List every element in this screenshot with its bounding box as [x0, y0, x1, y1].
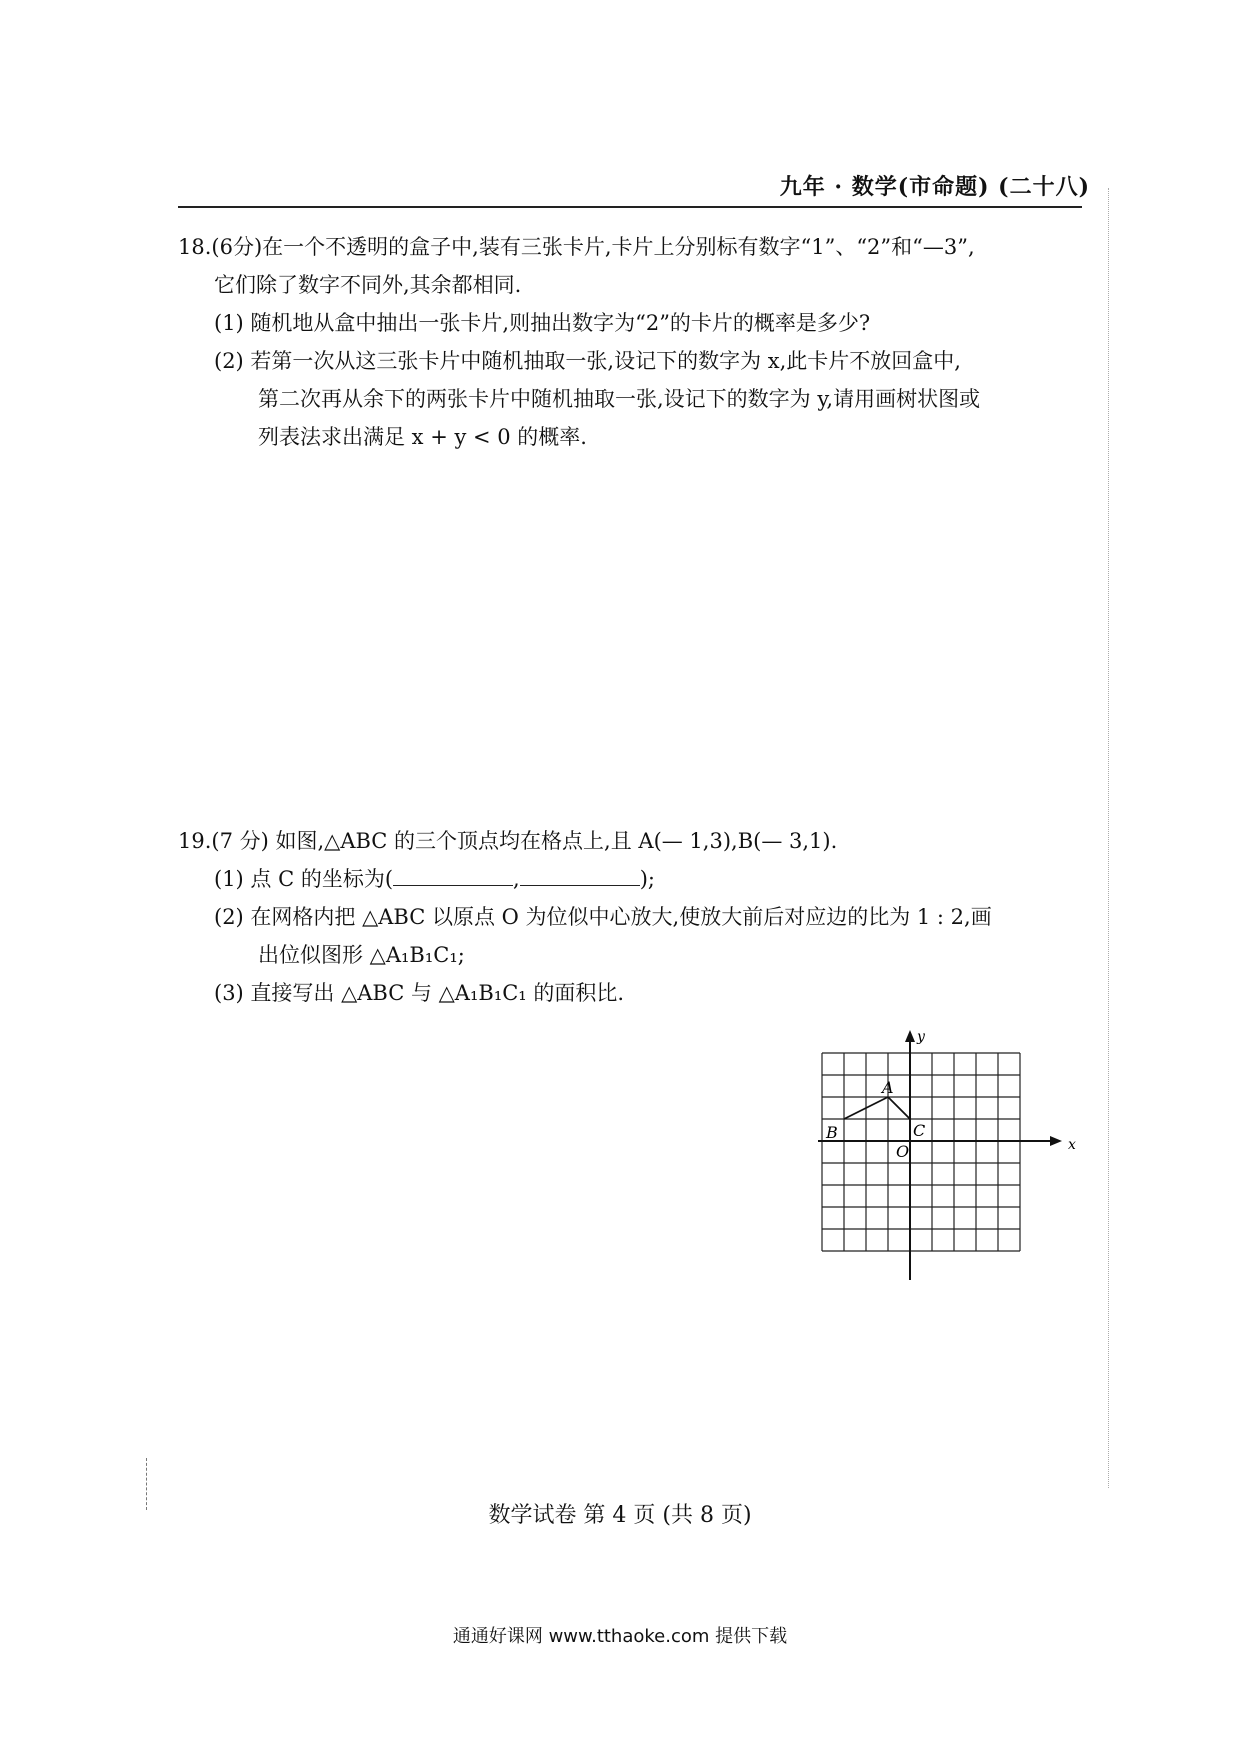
x-axis-arrow-icon [1050, 1136, 1062, 1146]
binding-line [1108, 188, 1109, 1488]
y-axis-label: y [917, 1030, 925, 1045]
q18-line-2: 它们除了数字不同外,其余都相同. [214, 273, 522, 297]
q19-part-1-sep: , [513, 867, 520, 891]
y-axis-arrow-icon [905, 1030, 915, 1042]
question-19 [178, 822, 1083, 1012]
q18-part-1: (1) 随机地从盒中抽出一张卡片,则抽出数字为“2”的卡片的概率是多少? [214, 311, 871, 335]
point-a-label: A [882, 1078, 894, 1097]
q19-part-3: (3) 直接写出 △ABC 与 △A₁B₁C₁ 的面积比. [214, 981, 625, 1005]
q19-part-1 [178, 860, 1083, 898]
answer-blank-x[interactable] [393, 865, 513, 886]
segment-ac [888, 1097, 910, 1119]
q19-line-1: 19.(7 分) 如图,△ABC 的三个顶点均在格点上,且 A(— 1,3),B(— 3,1). [178, 829, 838, 853]
q19-part-1-suffix: ); [639, 867, 656, 891]
q18-part-2-cont: 第二次再从余下的两张卡片中随机抽取一张,设记下的数字为 y,请用画树状图或 [258, 387, 981, 411]
q18-part-2-cont2: 列表法求出满足 x + y < 0 的概率. [258, 425, 587, 449]
point-c-label: C [913, 1121, 926, 1140]
answer-blank-y[interactable] [520, 865, 640, 886]
origin-label: O [896, 1142, 910, 1161]
q19-part-2: (2) 在网格内把 △ABC 以原点 O 为位似中心放大,使放大前后对应边的比为 1 : 2,画 [214, 905, 992, 929]
q19-part-1-prefix: (1) 点 C 的坐标为( [214, 867, 394, 891]
coordinate-grid-svg [810, 1030, 1080, 1280]
download-credit: 通通好课网 www.tthaoke.com 提供下载 [452, 1626, 788, 1647]
q19-part-2-cont: 出位似图形 △A₁B₁C₁; [258, 943, 465, 967]
q18-part-2: (2) 若第一次从这三张卡片中随机抽取一张,设记下的数字为 x,此卡片不放回盒中, [214, 349, 961, 373]
page-header-title: 九年 · 数学(市命题) (二十八) [779, 174, 1090, 200]
grid-lines [822, 1053, 1020, 1251]
header-rule [178, 206, 1082, 208]
coordinate-grid-figure [810, 1030, 1080, 1280]
point-b-label: B [826, 1123, 838, 1142]
page-footer: 数学试卷 第 4 页 (共 8 页) [488, 1503, 752, 1528]
question-18 [178, 228, 1083, 456]
x-axis-label: x [1068, 1137, 1076, 1153]
q18-line-1: 18.(6分)在一个不透明的盒子中,装有三张卡片,卡片上分别标有数字“1”、“2”和“—3”, [178, 235, 975, 259]
